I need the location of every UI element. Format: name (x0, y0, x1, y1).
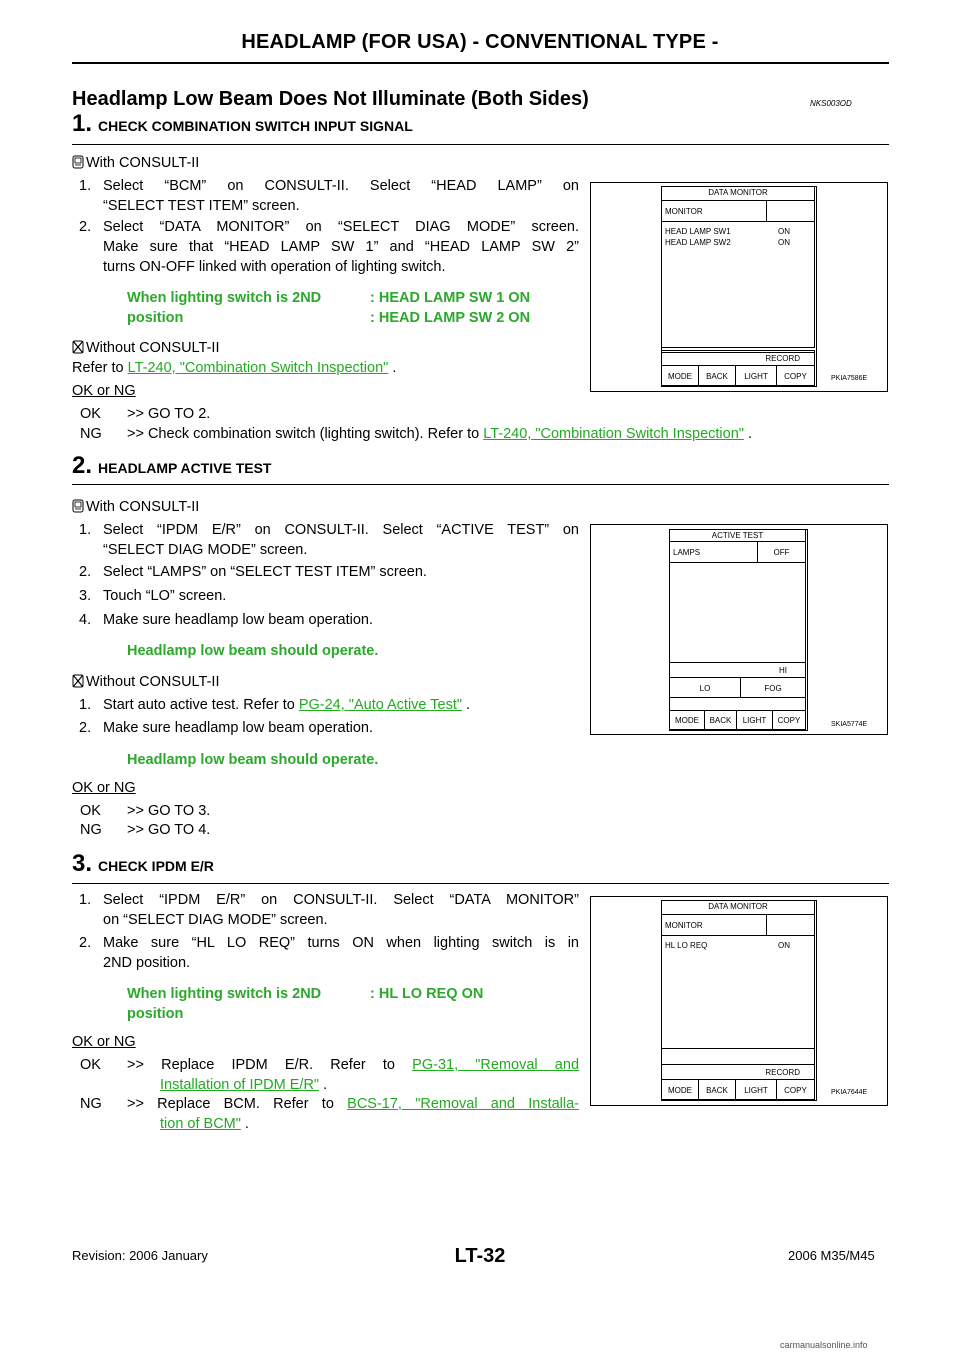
step-2-item-4-text: Make sure headlamp low beam operation. (103, 612, 374, 628)
step-1-ng-text: >> Check combination switch (lighting switch). Refer to LT-240, "Combination Switch Inspection" . (127, 426, 752, 442)
step-2-item-3-num: 3. (79, 588, 92, 604)
screen-lamps: LAMPS (669, 541, 758, 563)
screen-btn-copy: COPY (776, 1079, 815, 1100)
step-1-refer: Refer to LT-240, "Combination Switch Inspection" . (72, 360, 397, 376)
screen-btn-mode: MODE (661, 365, 699, 386)
screen-btn-copy: COPY (776, 365, 815, 386)
step-2-w-item-1-text: Start auto active test. Refer to PG-24, "Auto Active Test" . (103, 697, 471, 713)
step-2-item-3-text: Touch “LO” screen. (103, 588, 227, 604)
step-2-spec-1: Headlamp low beam should operate. (127, 643, 379, 659)
screen-btn-mode: MODE (669, 710, 705, 730)
screen-data-area (661, 935, 815, 1049)
step-2-w-item-2-num: 2. (79, 720, 92, 736)
screen-title: DATA MONITOR (661, 900, 815, 915)
step-2-item-2-num: 2. (79, 564, 92, 580)
step-3-item-1-text: Select “IPDM E/R” on CONSULT-II. Select “DATA MONITOR” on “SELECT DIAG MODE” screen. (103, 892, 579, 928)
screen-record: RECORD (661, 1064, 815, 1080)
consult-icon (72, 155, 84, 169)
screen-record: RECORD (661, 350, 815, 366)
link-lt240[interactable]: LT-240, "Combination Switch Inspection" (127, 360, 389, 376)
screen-fog: FOG (740, 677, 806, 698)
step-3-item-1-num: 1. (79, 892, 92, 908)
screen-image-3 (590, 896, 888, 1106)
step-3-ok-label: OK (80, 1057, 101, 1073)
screen-btn-light: LIGHT (735, 365, 777, 386)
step-1-item-2-text: Select “DATA MONITOR” on “SELECT DIAG MODE” screen. Make sure that “HEAD LAMP SW 1” and “HEAD LAMP SW 2” turns ON-OFF linked with operation of lighting switch. (103, 219, 579, 275)
page-number: LT-32 (454, 1245, 506, 1267)
step-1-item-1-num: 1. (79, 178, 92, 194)
consult-screen (661, 900, 817, 1101)
screen-off: OFF (757, 541, 806, 563)
figure-code-1: PKIA7586E (831, 375, 868, 382)
step-1-okng: OK or NG (72, 383, 136, 399)
figure-code-3: PKIA7644E (831, 1089, 868, 1096)
no-consult-icon (72, 340, 84, 354)
step-1-spec-condition: When lighting switch is 2ND position (127, 290, 322, 326)
step-3-rule (72, 883, 889, 884)
watermark: carmanualsonline.info (780, 1340, 868, 1350)
step-1-ok-text: >> GO TO 2. (127, 406, 211, 422)
link-bcs17-cont[interactable]: tion of BCM" (160, 1116, 241, 1132)
step-3-item-2-text: Make sure “HL LO REQ” turns ON when lighting switch is in 2ND position. (103, 935, 579, 971)
screen-image-1 (590, 182, 888, 392)
screen-title: DATA MONITOR (661, 186, 815, 201)
no-consult-icon (72, 674, 84, 688)
step-1-spec-values: : HEAD LAMP SW 1 ON : HEAD LAMP SW 2 ON (370, 290, 531, 326)
link-bcs17[interactable]: BCS-17, "Removal and Installa- (347, 1096, 580, 1112)
figure-code-2: SKIA5774E (831, 721, 868, 728)
step-2-okng: OK or NG (72, 780, 136, 796)
with-consult-label: With CONSULT-II (72, 153, 199, 173)
without-consult-label: Without CONSULT-II (72, 338, 219, 358)
screen-lo: LO (669, 677, 741, 698)
step-1-ng-label: NG (80, 426, 102, 442)
step-2-heading: 2. HEADLAMP ACTIVE TEST (72, 452, 272, 479)
link-lt240-ng[interactable]: LT-240, "Combination Switch Inspection" (483, 426, 744, 442)
step-3-ng-label: NG (80, 1096, 102, 1112)
consult-icon (72, 499, 84, 513)
with-consult-label-2: With CONSULT-II (72, 497, 199, 517)
section-id: NKS003OD (810, 99, 852, 108)
step-3-spec-value: : HL LO REQ ON (370, 986, 484, 1002)
step-2-w-item-1-num: 1. (79, 697, 92, 713)
screen-image-2 (590, 524, 888, 735)
step-1-ok-label: OK (80, 406, 101, 422)
footer-revision: Revision: 2006 January (72, 1248, 208, 1263)
screen-row-1-value: ON (778, 227, 790, 236)
page-header-title: HEADLAMP (FOR USA) - CONVENTIONAL TYPE - (241, 31, 719, 53)
step-3-ok-text: >> Replace IPDM E/R. Refer to PG-31, "Removal and Installation of IPDM E/R" . (127, 1057, 580, 1093)
screen-row-2-value: ON (778, 238, 790, 247)
screen-monitor: MONITOR (661, 200, 767, 222)
step-3-okng: OK or NG (72, 1034, 136, 1050)
step-1-item-1-text: Select “BCM” on CONSULT-II. Select “HEAD LAMP” on “SELECT TEST ITEM” screen. (103, 178, 579, 214)
screen-btn-copy: COPY (772, 710, 806, 730)
step-2-spec-2: Headlamp low beam should operate. (127, 752, 379, 768)
active-test-screen (669, 529, 808, 731)
screen-row-1: HL LO REQ (665, 941, 708, 950)
screen-monitor-blank (766, 200, 815, 222)
step-1-heading: 1. CHECK COMBINATION SWITCH INPUT SIGNAL (72, 110, 413, 137)
screen-row-1: HEAD LAMP SW1 (665, 227, 731, 236)
screen-btn-light: LIGHT (736, 710, 773, 730)
step-2-ok-text: >> GO TO 3. (127, 803, 211, 819)
screen-title: ACTIVE TEST (669, 529, 806, 542)
screen-row-1-value: ON (778, 941, 790, 950)
screen-btn-back: BACK (698, 365, 736, 386)
header-rule (72, 62, 889, 64)
step-1-item-2-num: 2. (79, 219, 92, 235)
step-2-item-2-text: Select “LAMPS” on “SELECT TEST ITEM” screen. (103, 564, 427, 580)
step-2-item-1-text: Select “IPDM E/R” on CONSULT-II. Select “ACTIVE TEST” on “SELECT DIAG MODE” screen. (103, 522, 579, 558)
step-3-ng-text: >> Replace BCM. Refer to BCS-17, "Removal and Installa- tion of BCM" . (127, 1096, 580, 1132)
screen-blank-area (669, 562, 806, 663)
screen-btn-back: BACK (704, 710, 737, 730)
footer-model: 2006 M35/M45 (788, 1248, 875, 1263)
step-3-heading: 3. CHECK IPDM E/R (72, 850, 214, 877)
step-3-spec-condition: When lighting switch is 2ND position (127, 986, 322, 1022)
consult-screen (661, 186, 817, 387)
step-2-item-1-num: 1. (79, 522, 92, 538)
step-2-ng-label: NG (80, 822, 102, 838)
screen-row-2: HEAD LAMP SW2 (665, 238, 731, 247)
step-1-rule (72, 144, 889, 145)
screen-btn-light: LIGHT (735, 1079, 777, 1100)
screen-btn-back: BACK (698, 1079, 736, 1100)
link-pg31-cont[interactable]: Installation of IPDM E/R" (160, 1077, 320, 1093)
step-2-rule (72, 484, 889, 485)
link-pg24[interactable]: PG-24, "Auto Active Test" (298, 697, 463, 713)
screen-monitor: MONITOR (661, 914, 767, 936)
step-2-w-item-2-text: Make sure headlamp low beam operation. (103, 720, 374, 736)
without-consult-label-2: Without CONSULT-II (72, 672, 219, 692)
step-2-ok-label: OK (80, 803, 101, 819)
screen-btn-mode: MODE (661, 1079, 699, 1100)
step-3-item-2-num: 2. (79, 935, 92, 951)
section-title: Headlamp Low Beam Does Not Illuminate (Both Sides) (72, 88, 589, 110)
step-2-item-4-num: 4. (79, 612, 92, 628)
step-2-ng-text: >> GO TO 4. (127, 822, 211, 838)
link-pg31[interactable]: PG-31, "Removal and (412, 1057, 580, 1073)
screen-hi: HI (669, 662, 806, 678)
